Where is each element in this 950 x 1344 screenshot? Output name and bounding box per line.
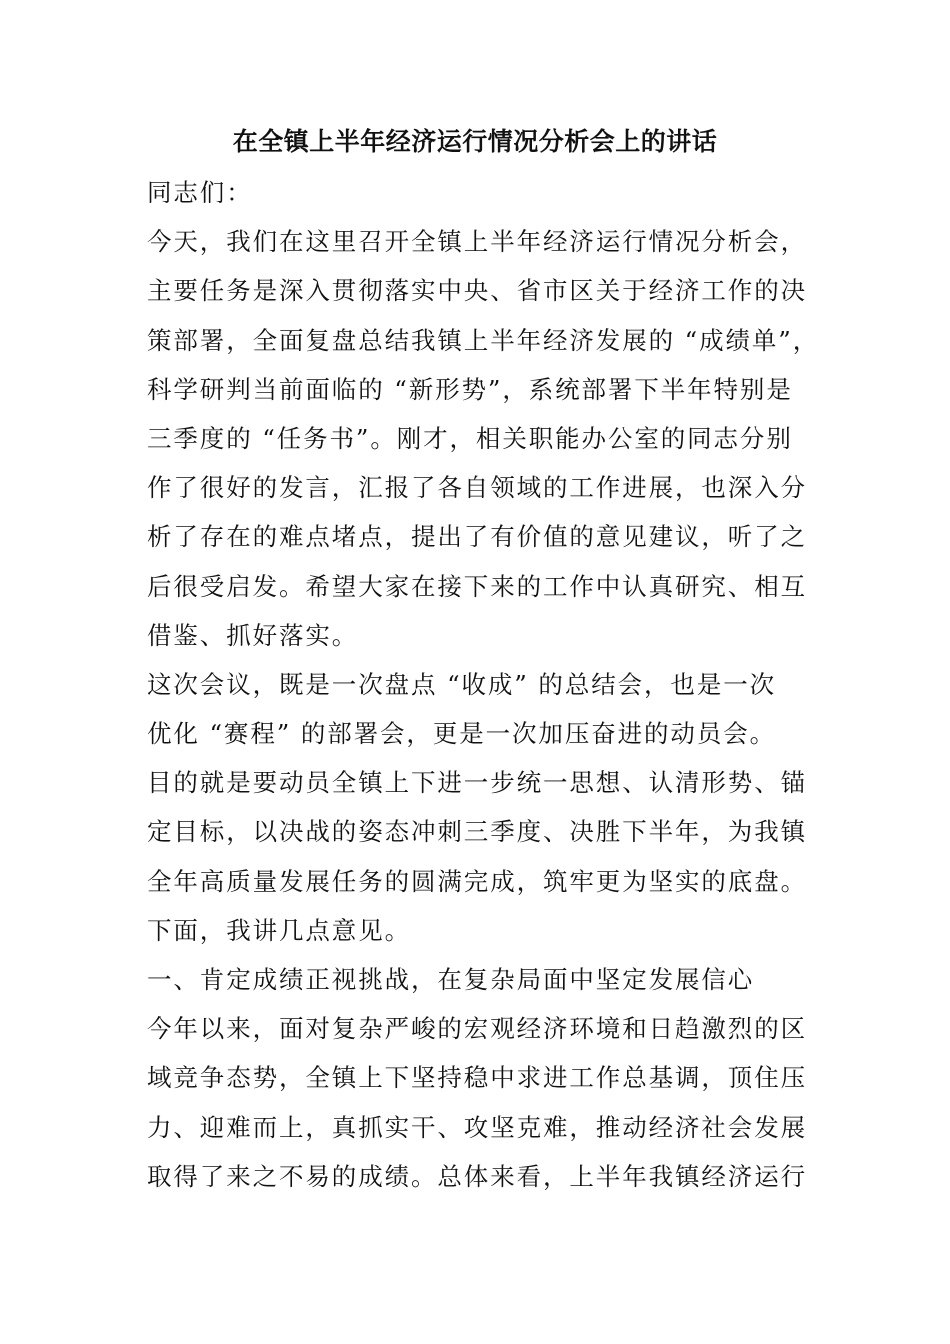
text-line: 域竞争态势，全镇上下坚持稳中求进工作总基调，顶住压 (147, 1063, 807, 1093)
text-line: 力、迎难而上，真抓实干、攻坚克难，推动经济社会发展 (147, 1112, 807, 1142)
text-line: 下面，我讲几点意见。 (147, 915, 411, 945)
text-line: 作了很好的发言，汇报了各自领域的工作进展，也深入分 (147, 473, 807, 503)
document-title: 在全镇上半年经济运行情况分析会上的讲话 (232, 127, 718, 156)
text-line: 析了存在的难点堵点，提出了有价值的意见建议，听了之 (147, 522, 807, 552)
text-line: 借鉴、抓好落实。 (147, 620, 359, 650)
text-line: 科学研判当前面临的 “新形势”，系统部署下半年特别是 (147, 374, 793, 404)
text-line: 全年高质量发展任务的圆满完成，筑牢更为坚实的底盘。 (147, 866, 807, 896)
text-line: 同志们： (147, 178, 253, 207)
text-line: 定目标，以决战的姿态冲刺三季度、决胜下半年，为我镇 (147, 817, 807, 847)
text-line: 这次会议，既是一次盘点 “收成” 的总结会，也是一次 (147, 669, 777, 699)
text-line: 三季度的 “任务书”。刚才，相关职能办公室的同志分别 (147, 423, 793, 453)
text-line: 优化 “赛程” 的部署会，更是一次加压奋进的动员会。 (147, 719, 777, 749)
text-line: 今年以来，面对复杂严峻的宏观经济环境和日趋激烈的区 (147, 1014, 807, 1044)
text-line: 取得了来之不易的成绩。总体来看，上半年我镇经济运行 (147, 1161, 807, 1191)
text-line: 策部署，全面复盘总结我镇上半年经济发展的 “成绩单”， (147, 325, 820, 355)
document-body (147, 168, 827, 1201)
text-line: 今天，我们在这里召开全镇上半年经济运行情况分析会， (147, 227, 807, 257)
text-line: 主要任务是深入贯彻落实中央、省市区关于经济工作的决 (147, 276, 807, 306)
text-line: 目的就是要动员全镇上下进一步统一思想、认清形势、锚 (147, 768, 807, 798)
text-line: 后很受启发。希望大家在接下来的工作中认真研究、相互 (147, 571, 807, 601)
section-heading: 一、肯定成绩正视挑战，在复杂局面中坚定发展信心 (147, 965, 755, 994)
